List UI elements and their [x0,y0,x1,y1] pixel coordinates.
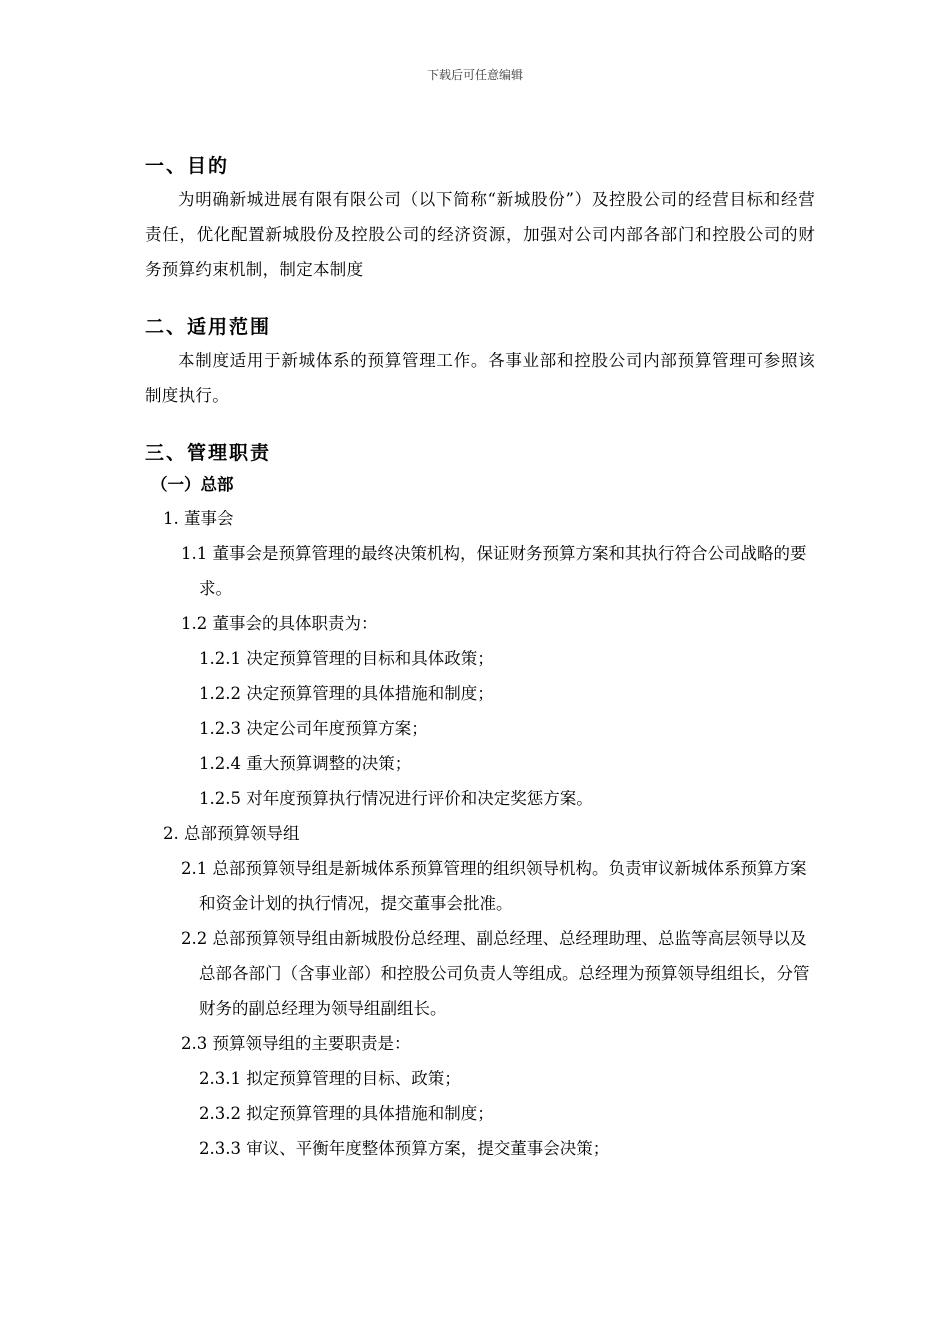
list-item: 2. 总部预算领导组 [163,824,300,843]
list-item: 2.3.2 拟定预算管理的具体措施和制度； [199,1104,494,1123]
list-item: 1.1 董事会是预算管理的最终决策机构，保证财务预算方案和其执行符合公司战略的要求。 [181,544,807,598]
section-title-responsibilities: 三、管理职责 [145,442,272,464]
list-item: 2.2 总部预算领导组由新城股份总经理、副总经理、总经理助理、总监等高层领导以及总部各部门（含事业部）和控股公司负责人等组成。总经理为预算领导组组长，分管财务的副总经理为领导组副组长。 [181,929,810,1018]
list-item: 1.2.4 重大预算调整的决策； [199,754,412,773]
page-header: 下载后可任意编辑 [426,68,523,82]
section-paragraph-scope: 本制度适用于新城体系的预算管理工作。各事业部和控股公司内部预算管理可参照该制度执行。 [145,351,815,405]
list-item: 1.2.5 对年度预算执行情况进行评价和决定奖惩方案。 [199,789,593,808]
document-body [145,150,815,1166]
list-item: 1.2.3 决定公司年度预算方案； [199,719,428,738]
list-item: 2.3.3 审议、平衡年度整体预算方案，提交董事会决策； [199,1139,610,1158]
list-item: 1.2 董事会的具体职责为： [181,614,378,633]
list-item: 2.3.1 拟定预算管理的目标、政策； [199,1069,461,1088]
section-paragraph-purpose: 为明确新城进展有限有限公司（以下简称“新城股份”）及控股公司的经营目标和经营责任，优化配置新城股份及控股公司的经济资源，加强对公司内部各部门和控股公司的财务预算约束机制，制定本制度 [145,190,815,279]
list-item: 1. 董事会 [163,509,234,528]
list-item: 1.2.1 决定预算管理的目标和具体政策； [199,649,494,668]
list-item: 1.2.2 决定预算管理的具体措施和制度； [199,684,494,703]
section-title-scope: 二、适用范围 [145,316,272,338]
subsection-headquarters: （一）总部 [151,475,234,494]
list-item: 2.1 总部预算领导组是新城体系预算管理的组织领导机构。负责审议新城体系预算方案和资金计划的执行情况，提交董事会批准。 [181,859,807,913]
section-title-purpose: 一、目的 [145,155,230,177]
list-item: 2.3 预算领导组的主要职责是： [181,1034,411,1053]
